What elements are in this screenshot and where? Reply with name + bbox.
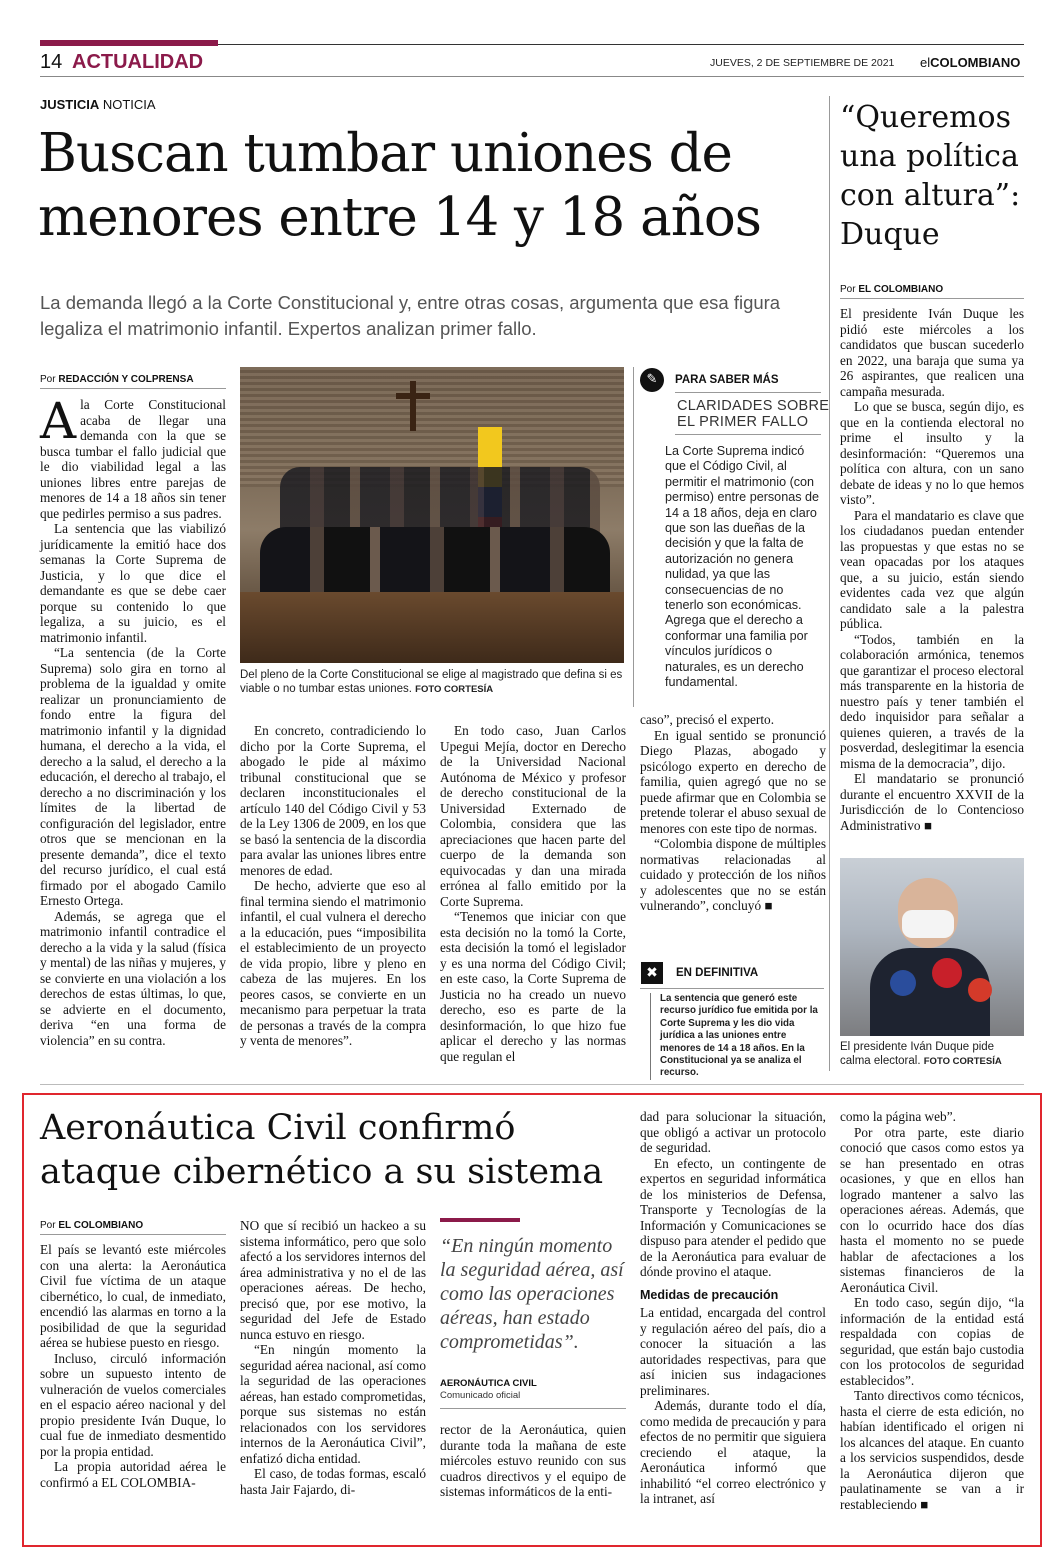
kicker-bold: JUSTICIA [40, 97, 100, 112]
duque-mask [902, 910, 954, 938]
byline-rule [40, 388, 226, 389]
table [240, 592, 624, 663]
main-col1-p2: La sentencia que las viabilizó jurídicamente la emitió hace dos semanas la Corte Suprema de Justicia, y lo que dice el demandante es que se debe caer porque su contenido lo que legaliza, a su juicio, es el matrimonio infantil. [40, 521, 226, 645]
bottom-col5 [840, 1109, 1024, 1512]
right-p4: “Todos, también en la colaboración armónica, tenemos que garantizar el proceso electoral más transparente en la historia de nuestro país y tener también el dedo inquisidor para señalar a quienes quieren, a través de la posverdad, deslegitimar la esencia misma de la democracia”, dijo. [840, 631, 1024, 771]
byline-prefix: Por [40, 374, 56, 385]
crucifix-bar [396, 393, 430, 399]
right-byline [840, 284, 943, 295]
right-p3: Para el mandatario es clave que los ciudadanos puedan entender las propuestas y que estas no se vean opacadas por los ataques que, a su juicio, están siendo evidentes cada vez que algún candidato sale a la palestra pública. [840, 507, 1024, 631]
bottom-subhead: Medidas de precaución [640, 1287, 779, 1302]
bottom-col2-p1: NO que sí recibió un hackeo a su sistema informático, pero que solo afectó a los servidores internos del área administrativa y no el de las operaciones aéreas. De hecho, precisó que, por ese motivo, la seguridad del Jefe de Estado nunca estuvo en riesgo. [240, 1218, 426, 1342]
header-rule [218, 44, 1024, 45]
main-col3-p1: En todo caso, Juan Carlos Upegui Mejía, doctor en Derecho de la Universidad Nacional Autónoma de México y profesor de derecho constitucional de la Universidad Externado de Colombia, considera que las apreciaciones que hacen parte del cuerpo de la demanda son equivocadas y dan una mirada errónea al fallo emitido por la Corte Suprema. [440, 723, 626, 909]
bottom-col1 [40, 1242, 226, 1490]
logo-name: COLOMBIANO [930, 55, 1021, 70]
bottom-col4-p2: En efecto, un contingente de expertos en seguridad informática de los ministerios de Defensa, Transporte y Tecnologías de la Información y Comunicaciones se dispuso para atender el pedido que de la Aeronáutica para evaluar de dónde provino el ataque. [640, 1155, 826, 1279]
microphone-1 [932, 958, 962, 988]
header-date: JUEVES, 2 DE SEPTIEMBRE DE 2021 [710, 57, 895, 69]
main-col1-p1: la Corte Constitucional acaba de llegar una demanda con la que se busca tumbar el fallo judicial que le dio viabilidad legal a las uniones libres entre parejas de menores de 14 a 18 años sin tener que pedirles permiso a sus padres. [40, 397, 226, 521]
people-row-front [260, 527, 610, 597]
bottom-col2-p3: El caso, de todas formas, escaló hasta Jair Fajardo, di- [240, 1466, 426, 1497]
pin-icon: ✎ [640, 368, 664, 392]
pullquote-text: “En ningún momento la seguridad aérea, así como las operaciones aéreas, han estado comprometidas”. [440, 1235, 624, 1353]
right-body [840, 306, 1024, 833]
bottom-col2-p2: “En ningún momento la seguridad aérea nacional, así como la seguridad de las operaciones aéreas, han estado comprometidas, porque sus sistemas no están relacionados con los servidores internos de la Aeronáutica Civil”, enfatizó dicha entidad. [240, 1342, 426, 1466]
bottom-col5-p3: En todo caso, según dijo, “la información de la entidad está respaldada con copias de seguridad, que están bajo custodia con los protocolos de seguridad establecidos”. [840, 1295, 1024, 1388]
main-col4 [640, 712, 826, 914]
right-byline-prefix: Por [840, 284, 856, 295]
right-p1: El presidente Iván Duque les pidió este miércoles a los candidatos que buscan sucederlo en 2022, una baraja que suma ya 26 aspirantes, que realicen una campaña mesurada. [840, 306, 1024, 399]
definitiva-box [650, 993, 824, 1080]
bottom-col1-p1: El país se levantó este miércoles con una alerta: la Aeronáutica Civil fue víctima de un ataque cibernético, lo cual, de inmediato, encendió las alarmas en torno a la posibilidad de que la seguridad aérea se hubiese puesto en riesgo. [40, 1242, 226, 1350]
main-headline-line1: Buscan tumbar uniones de [38, 123, 732, 184]
right-byline-rule [840, 298, 1024, 299]
bottom-byline-rule [40, 1234, 226, 1235]
main-col1 [40, 392, 226, 1048]
duque-caption-text: El presidente Iván Duque pide calma electoral. [840, 1041, 995, 1067]
bottom-col5-p4: Tanto directivos como técnicos, hasta el cierre de esta edición, no habían identificado el origen ni los alcances del ataque. En cuanto a los servicios suspendidos, desde la Aeronáutica dijeron que paulatinamente se van a ir restableciendo ■ [840, 1388, 1024, 1512]
pullquote-rule [440, 1408, 626, 1409]
bottom-byline-prefix: Por [40, 1220, 56, 1231]
sidebar-title-line1: CLARIDADES SOBRE [677, 398, 830, 414]
newspaper-logo [920, 55, 1020, 70]
sidebar-divider [633, 367, 634, 707]
right-p5: El mandatario se pronunció durante el encuentro XXVII de la Jurisdicción de lo Contencioso Administrativo ■ [840, 771, 1024, 833]
pullquote-accent [440, 1218, 520, 1222]
bottom-col1-p3: La propia autoridad aérea le confirmó a EL COLOMBIA- [40, 1459, 226, 1490]
main-deck: La demanda llegó a la Corte Constitucional y, entre otras cosas, argumenta que esa figura legaliza el matrimonio infantil. Expertos analizan primer fallo. [40, 292, 781, 339]
header-accent-bar [40, 40, 218, 46]
bottom-col3 [440, 1422, 626, 1500]
sidebar-title-line2: EL PRIMER FALLO [677, 414, 809, 430]
bottom-headline-line2: ataque cibernético a su sistema [40, 1152, 604, 1192]
main-headline-line2: menores entre 14 y 18 años [38, 187, 761, 248]
main-col3-p2: “Tenemos que iniciar con que esta decisión no la tomó la Corte, esta decisión la tomó el legislador y es una norma del Código Civil; en este caso, la Corte Suprema de Justicia no ha creado un nuevo derecho, eso es parte de la desinformación, lo que hizo fue aplicar el derecho y las normas que regulan el [440, 909, 626, 1064]
bottom-col4-p1: dad para solucionar la situación, que obligó a activar un protocolo de seguridad. [640, 1109, 826, 1155]
kicker-light: NOTICIA [102, 97, 156, 112]
sidebar-title [677, 398, 829, 430]
page-number: 14 [40, 51, 63, 73]
definitiva-label: EN DEFINITIVA [676, 967, 759, 979]
microphone-2 [890, 970, 916, 996]
main-col1-p4: Además, se agrega que el matrimonio infantil contradice el derecho a la vida y la salud (física y mental) de las niñas y mujeres, y se convierte en una violación a los derechos de estas últimas, lo que, se advierte en el documento, deriva “en una forma de violencia” en su contra. [40, 908, 226, 1048]
right-p2: Lo que se busca, según dijo, es que en la contienda electoral no prime el insulto y la desinformación: “Queremos una política con altura, con un sano debate de ideas y no lo que hemos visto”. [840, 399, 1024, 507]
court-photo-credit: FOTO CORTESÍA [415, 684, 494, 695]
definitiva-rule [640, 988, 824, 989]
bottom-col5-p1: como la página web”. [840, 1109, 956, 1124]
right-column-divider [829, 96, 830, 1071]
bottom-col4 [640, 1109, 826, 1507]
dropcap: A [40, 392, 77, 450]
main-col4-p1: caso”, precisó el experto. [640, 712, 775, 727]
sidebar-rule-2 [675, 434, 821, 435]
bottom-headline-line1: Aeronáutica Civil confirmó [40, 1108, 516, 1148]
bottom-divider [40, 1084, 1024, 1085]
bottom-col4b-p1: La entidad, encargada del control y regulación aéreo del país, dio a conocer la situación a las autoridades respectivas, para que así inicien sus indagaciones preliminares. [640, 1305, 826, 1398]
header-bottom-rule [40, 76, 1024, 77]
court-photo [240, 367, 624, 663]
definitiva-icon: ✖ [641, 962, 663, 984]
crucifix-icon [410, 381, 416, 431]
logo-prefix: el [920, 55, 931, 70]
sidebar-label: PARA SABER MÁS [675, 374, 779, 386]
bottom-col4b-p2: Además, durante todo el día, como medida de precaución y para efectos de no permitir que siguiera creciendo el ataque, la Aeronáutica informó que inhabilitó “el correo electrónico y la intranet, así [640, 1398, 826, 1506]
main-col3 [440, 723, 626, 1064]
main-headline [38, 122, 761, 250]
court-photo-caption [240, 668, 624, 697]
main-col1-p3: “La sentencia (de la Corte Suprema) solo gira en torno al problema de la igualdad y omite realizar un pronunciamiento de fondo entre la figura del matrimonio infantil y la dignidad humana, el derecho a la vida, el derecho a la salud, el derecho a la educación, el derecho al trabajo, el derecho a no discriminación y los límites de la libertad de configuración del legislador, entre otros que se mencionan en la presente demanda”, dice el texto del recurso jurídico, el cual está firmado por el abogado Camilo Ernesto Ortega. [40, 645, 226, 908]
court-caption-text: Del pleno de la Corte Constitucional se elige al magistrado que defina si es viable o no tumbar estas uniones. [240, 669, 623, 695]
bottom-byline-author: EL COLOMBIANO [58, 1220, 144, 1231]
right-headline: “Queremos una política con altura”: Duque [840, 100, 1021, 252]
sidebar-text: La Corte Suprema indicó que el Código Civil, al permitir el matrimonio (con permiso) entre personas de 14 a 18 años, deja en claro que son las dueñas de la decisión y que la falta de autorización no genera nulidad, ya que las consecuencias de no tenerlo son económicas. Agrega que el derecho a conformar una familia por vínculos jurídicos o naturales, es un derecho fundamental. [665, 444, 820, 690]
pullquote-role: Comunicado oficial [440, 1390, 521, 1401]
byline-author: REDACCIÓN Y COLPRENSA [58, 374, 194, 385]
definitiva-text: La sentencia que generó este recurso jurídico fue emitida por la Corte Suprema y les dio vida jurídica a las uniones entre menores de 14 a 18 años. En la Constitucional ya se analiza el recurso. [660, 993, 818, 1079]
microphone-3 [968, 978, 992, 1002]
bottom-headline [40, 1106, 603, 1194]
pullquote-source: AERONÁUTICA CIVIL [440, 1378, 537, 1389]
section-name: ACTUALIDAD [72, 51, 204, 73]
bottom-col3-p1: rector de la Aeronáutica, quien durante toda la mañana de este miércoles estuvo reunido con sus cuadros directivos y el equipo de sistemas informáticos de la enti- [440, 1422, 626, 1499]
main-col2 [240, 723, 426, 1049]
main-col2-p1: En concreto, contradiciendo lo dicho por la Corte Suprema, el abogado le pide al máximo tribunal constitucional que se declaren inconstitucionales el artículo 140 del Código Civil y 53 de la Ley 1306 de 2009, en los que se basó la sentencia de la discordia para avalar las uniones libres entre menores de edad. [240, 723, 426, 878]
sidebar-rule-1 [675, 392, 821, 393]
bottom-col2 [240, 1218, 426, 1497]
duque-photo-credit: FOTO CORTESÍA [923, 1056, 1002, 1067]
right-byline-author: EL COLOMBIANO [858, 284, 944, 295]
bottom-col1-p2: Incluso, circuló información sobre un supuesto intento de vulneración de vuelos comerciales en el espacio aéreo nacional y del propio presidente Iván Duque, lo cual fue de inmediato desmentido por la propia entidad. [40, 1350, 226, 1459]
kicker [40, 97, 156, 112]
main-col4-p2: En igual sentido se pronunció Diego Plazas, abogado y psicólogo experto en derecho de familia, quien agregó que no se puede afirmar que en Colombia se pretende tolerar el abuso sexual de menores con este tipo de normas. [640, 727, 826, 836]
duque-caption [840, 1040, 1024, 1069]
bottom-byline [40, 1220, 143, 1231]
duque-photo [840, 858, 1024, 1036]
bottom-col5-p2: Por otra parte, este diario conoció que casos como estos ya se han presentado en otras ocasiones, y que en ellos han logrado mantener a salvo las operaciones aéreas. Además, que con lo ocurrido hace dos días hasta el momento no se puede hablar de afectaciones a los sistemas financieros de la Aeronáutica Civil. [840, 1124, 1024, 1295]
main-col2-p2: De hecho, advierte que eso al final termina siendo el matrimonio infantil, el cual vulnera el derecho a la educación, pues “imposibilita el establecimiento de un proyecto de vida propio, libre y pleno en cabeza de las mujeres. En los peores casos, se convierte en un mecanismo para perpetuar la trata de personas a través de la compra y venta de menores”. [240, 878, 426, 1048]
main-byline [40, 374, 194, 385]
main-col4-p3: “Colombia dispone de múltiples normativas relacionadas al cuidado y protección de los niños y adolescentes que no se están vulnerando”, concluyó ■ [640, 836, 826, 913]
